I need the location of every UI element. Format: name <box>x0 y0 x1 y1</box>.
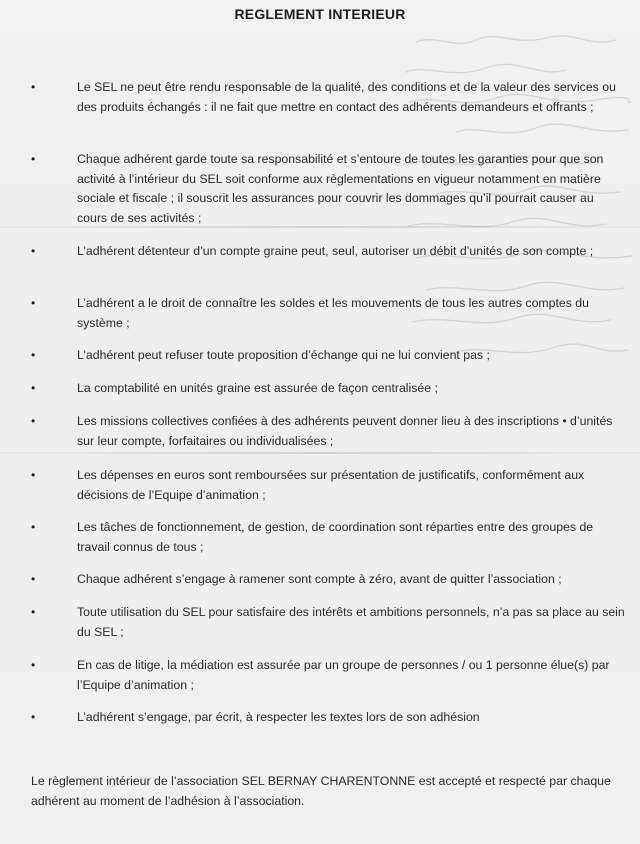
rule-text: Les missions collectives confiées à des adhérents peuvent donner lieu à des inscriptions • d’unités sur leur compte, forfaitaires ou individualisées ; <box>77 414 613 448</box>
rule-text: Toute utilisation du SEL pour satisfaire des intérêts et ambitions personnels, n’a pas sa place au sein du SEL ; <box>77 605 625 639</box>
rule-text: L’adhérent s’engage, par écrit, à respecter les textes lors de son adhésion <box>77 710 480 724</box>
rule-text: En cas de litige, la médiation est assurée par un groupe de personnes / ou 1 personne élue(s) par l’Equipe d’animation ; <box>77 658 610 692</box>
bullet-icon: • <box>31 381 36 395</box>
bullet-icon: • <box>31 244 36 258</box>
footer-statement: Le règlement intérieur de l’association SEL BERNAY CHARENTONNE est accepté et respecté par chaque adhérent au moment de l’adhésion à l’association. <box>31 774 611 808</box>
rule-text: L’adhérent détenteur d’un compte graine peut, seul, autoriser un débit d’unités de son compte ; <box>77 244 594 258</box>
bullet-icon: • <box>31 658 36 672</box>
bullet-icon: • <box>31 605 36 619</box>
rule-text: Les tâches de fonctionnement, de gestion, de coordination sont réparties entre des groupes de travail connus de tous ; <box>77 520 594 554</box>
bullet-icon: • <box>31 80 36 94</box>
bullet-icon: • <box>31 296 36 310</box>
rule-text: Chaque adhérent garde toute sa responsabilité et s’entoure de toutes les garanties pour que son activité à l’intérieur du SEL soit conforme aux règlementations en vigueur notamment en matière sociale et fiscale ; il souscrit les assurances pour couvrir les dommages qu’il pourrait causer au cours de ses activités ; <box>77 152 604 225</box>
rule-text: Le SEL ne peut être rendu responsable de la qualité, des conditions et de la valeur des services ou des produits échangés : il ne fait que mettre en contact des adhérents demandeurs et offrants ; <box>77 80 616 114</box>
rule-text: La comptabilité en unités graine est assurée de façon centralisée ; <box>77 381 438 395</box>
bullet-icon: • <box>31 348 36 362</box>
rule-text: Chaque adhérent s’engage à ramener sont compte à zéro, avant de quitter l’association ; <box>77 572 562 586</box>
bullet-icon: • <box>31 520 36 534</box>
rule-text: Les dépenses en euros sont remboursées sur présentation de justificatifs, conformément aux décisions de l’Equipe d’animation ; <box>77 468 585 502</box>
rule-text: L’adhérent peut refuser toute proposition d’échange qui ne lui convient pas ; <box>77 348 490 362</box>
bullet-icon: • <box>31 414 36 428</box>
paper-fold-line <box>0 452 640 454</box>
bullet-icon: • <box>31 710 36 724</box>
bullet-icon: • <box>31 468 36 482</box>
bullet-icon: • <box>31 572 36 586</box>
bullet-icon: • <box>31 152 36 166</box>
rule-text: L’adhérent a le droit de connaître les soldes et les mouvements de tous les autres comptes du système ; <box>77 296 589 330</box>
page-title: REGLEMENT INTERIEUR <box>234 6 406 22</box>
